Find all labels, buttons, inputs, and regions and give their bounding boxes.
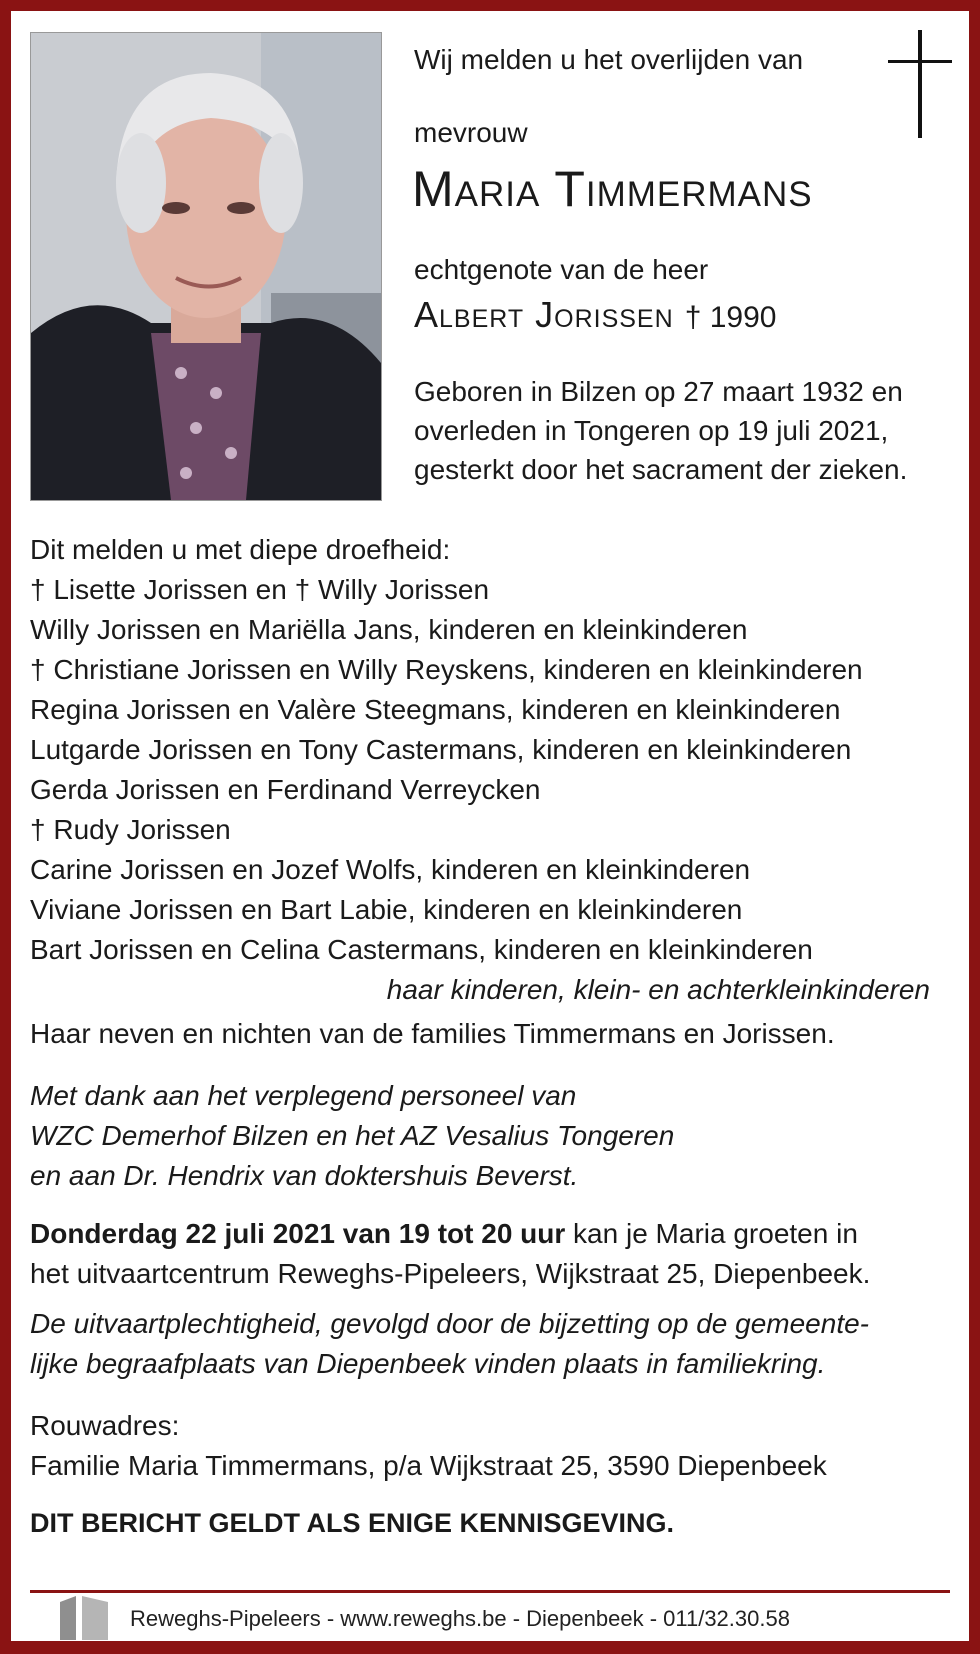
ceremony-line: lijke begraafplaats van Diepenbeek vinden plaats in familiekring. xyxy=(30,1348,826,1379)
family-line: Regina Jorissen en Valère Steegmans, kinderen en kleinkinderen xyxy=(30,694,841,725)
address-label: Rouwadres: xyxy=(30,1410,180,1441)
visitation-text: kan je Maria groeten in xyxy=(565,1218,858,1249)
family-line: † Lisette Jorissen en † Willy Jorissen xyxy=(30,574,490,605)
family-line: Lutgarde Jorissen en Tony Castermans, kinderen en kleinkinderen xyxy=(30,734,852,765)
deceased-name: Maria Timmermans xyxy=(412,161,813,217)
visitation-date: Donderdag 22 juli 2021 van 19 tot 20 uur xyxy=(30,1218,566,1249)
spouse-intro: echtgenote van de heer xyxy=(414,254,709,285)
birth-line: Geboren in Bilzen op 27 maart 1932 en xyxy=(414,376,903,407)
ceremony-line: De uitvaartplechtigheid, gevolgd door de bijzetting op de gemeente- xyxy=(30,1308,870,1339)
family-line: Gerda Jorissen en Ferdinand Verreycken xyxy=(30,774,541,805)
notice-statement: DIT BERICHT GELDT ALS ENIGE KENNISGEVING. xyxy=(30,1508,675,1538)
visitation-info xyxy=(30,1214,870,1294)
spouse-name: Albert Jorissen xyxy=(414,294,674,335)
deceased-title: mevrouw xyxy=(414,117,528,148)
family-intro: Dit melden u met diepe droefheid: xyxy=(30,534,451,565)
birth-line: gesterkt door het sacrament der zieken. xyxy=(414,454,908,485)
family-line: Viviane Jorissen en Bart Labie, kinderen en kleinkinderen xyxy=(30,894,743,925)
ceremony-info xyxy=(30,1304,869,1384)
address-line: Familie Maria Timmermans, p/a Wijkstraat 25, 3590 Diepenbeek xyxy=(30,1450,827,1481)
family-line: † Christiane Jorissen en Willy Reyskens, kinderen en kleinkinderen xyxy=(30,654,863,685)
mourning-address xyxy=(30,1406,827,1486)
family-line: Bart Jorissen en Celina Castermans, kinderen en kleinkinderen xyxy=(30,934,813,965)
family-line: Willy Jorissen en Mariëlla Jans, kinderen en kleinkinderen xyxy=(30,614,748,645)
visitation-location: het uitvaartcentrum Reweghs-Pipeleers, Wijkstraat 25, Diepenbeek. xyxy=(30,1258,871,1289)
funeral-home-logo-icon xyxy=(58,1580,110,1640)
footer-contact: Reweghs-Pipeleers - www.reweghs.be - Diepenbeek - 011/32.30.58 xyxy=(130,1606,790,1631)
footer-divider xyxy=(30,1590,950,1593)
spouse xyxy=(414,294,776,336)
portrait-photo xyxy=(30,32,382,501)
birth-line: overleden in Tongeren op 19 juli 2021, xyxy=(414,415,889,446)
birth-death-info xyxy=(414,372,974,489)
thanks-line: en aan Dr. Hendrix van doktershuis Beverst. xyxy=(30,1160,579,1191)
family-signature: haar kinderen, klein- en achterkleinkinderen xyxy=(386,974,930,1005)
family-list xyxy=(30,530,960,1010)
family-line: Carine Jorissen en Jozef Wolfs, kinderen en kleinkinderen xyxy=(30,854,751,885)
thanks-line: WZC Demerhof Bilzen en het AZ Vesalius Tongeren xyxy=(30,1120,675,1151)
cross-icon xyxy=(888,30,952,138)
family-line: † Rudy Jorissen xyxy=(30,814,231,845)
thanks-line: Met dank aan het verplegend personeel van xyxy=(30,1080,577,1111)
cousins-line: Haar neven en nichten van de families Timmermans en Jorissen. xyxy=(30,1018,835,1049)
thanks-section xyxy=(30,1076,674,1196)
spouse-death-year: † 1990 xyxy=(684,301,777,334)
announcement-intro: Wij melden u het overlijden van xyxy=(414,44,804,75)
